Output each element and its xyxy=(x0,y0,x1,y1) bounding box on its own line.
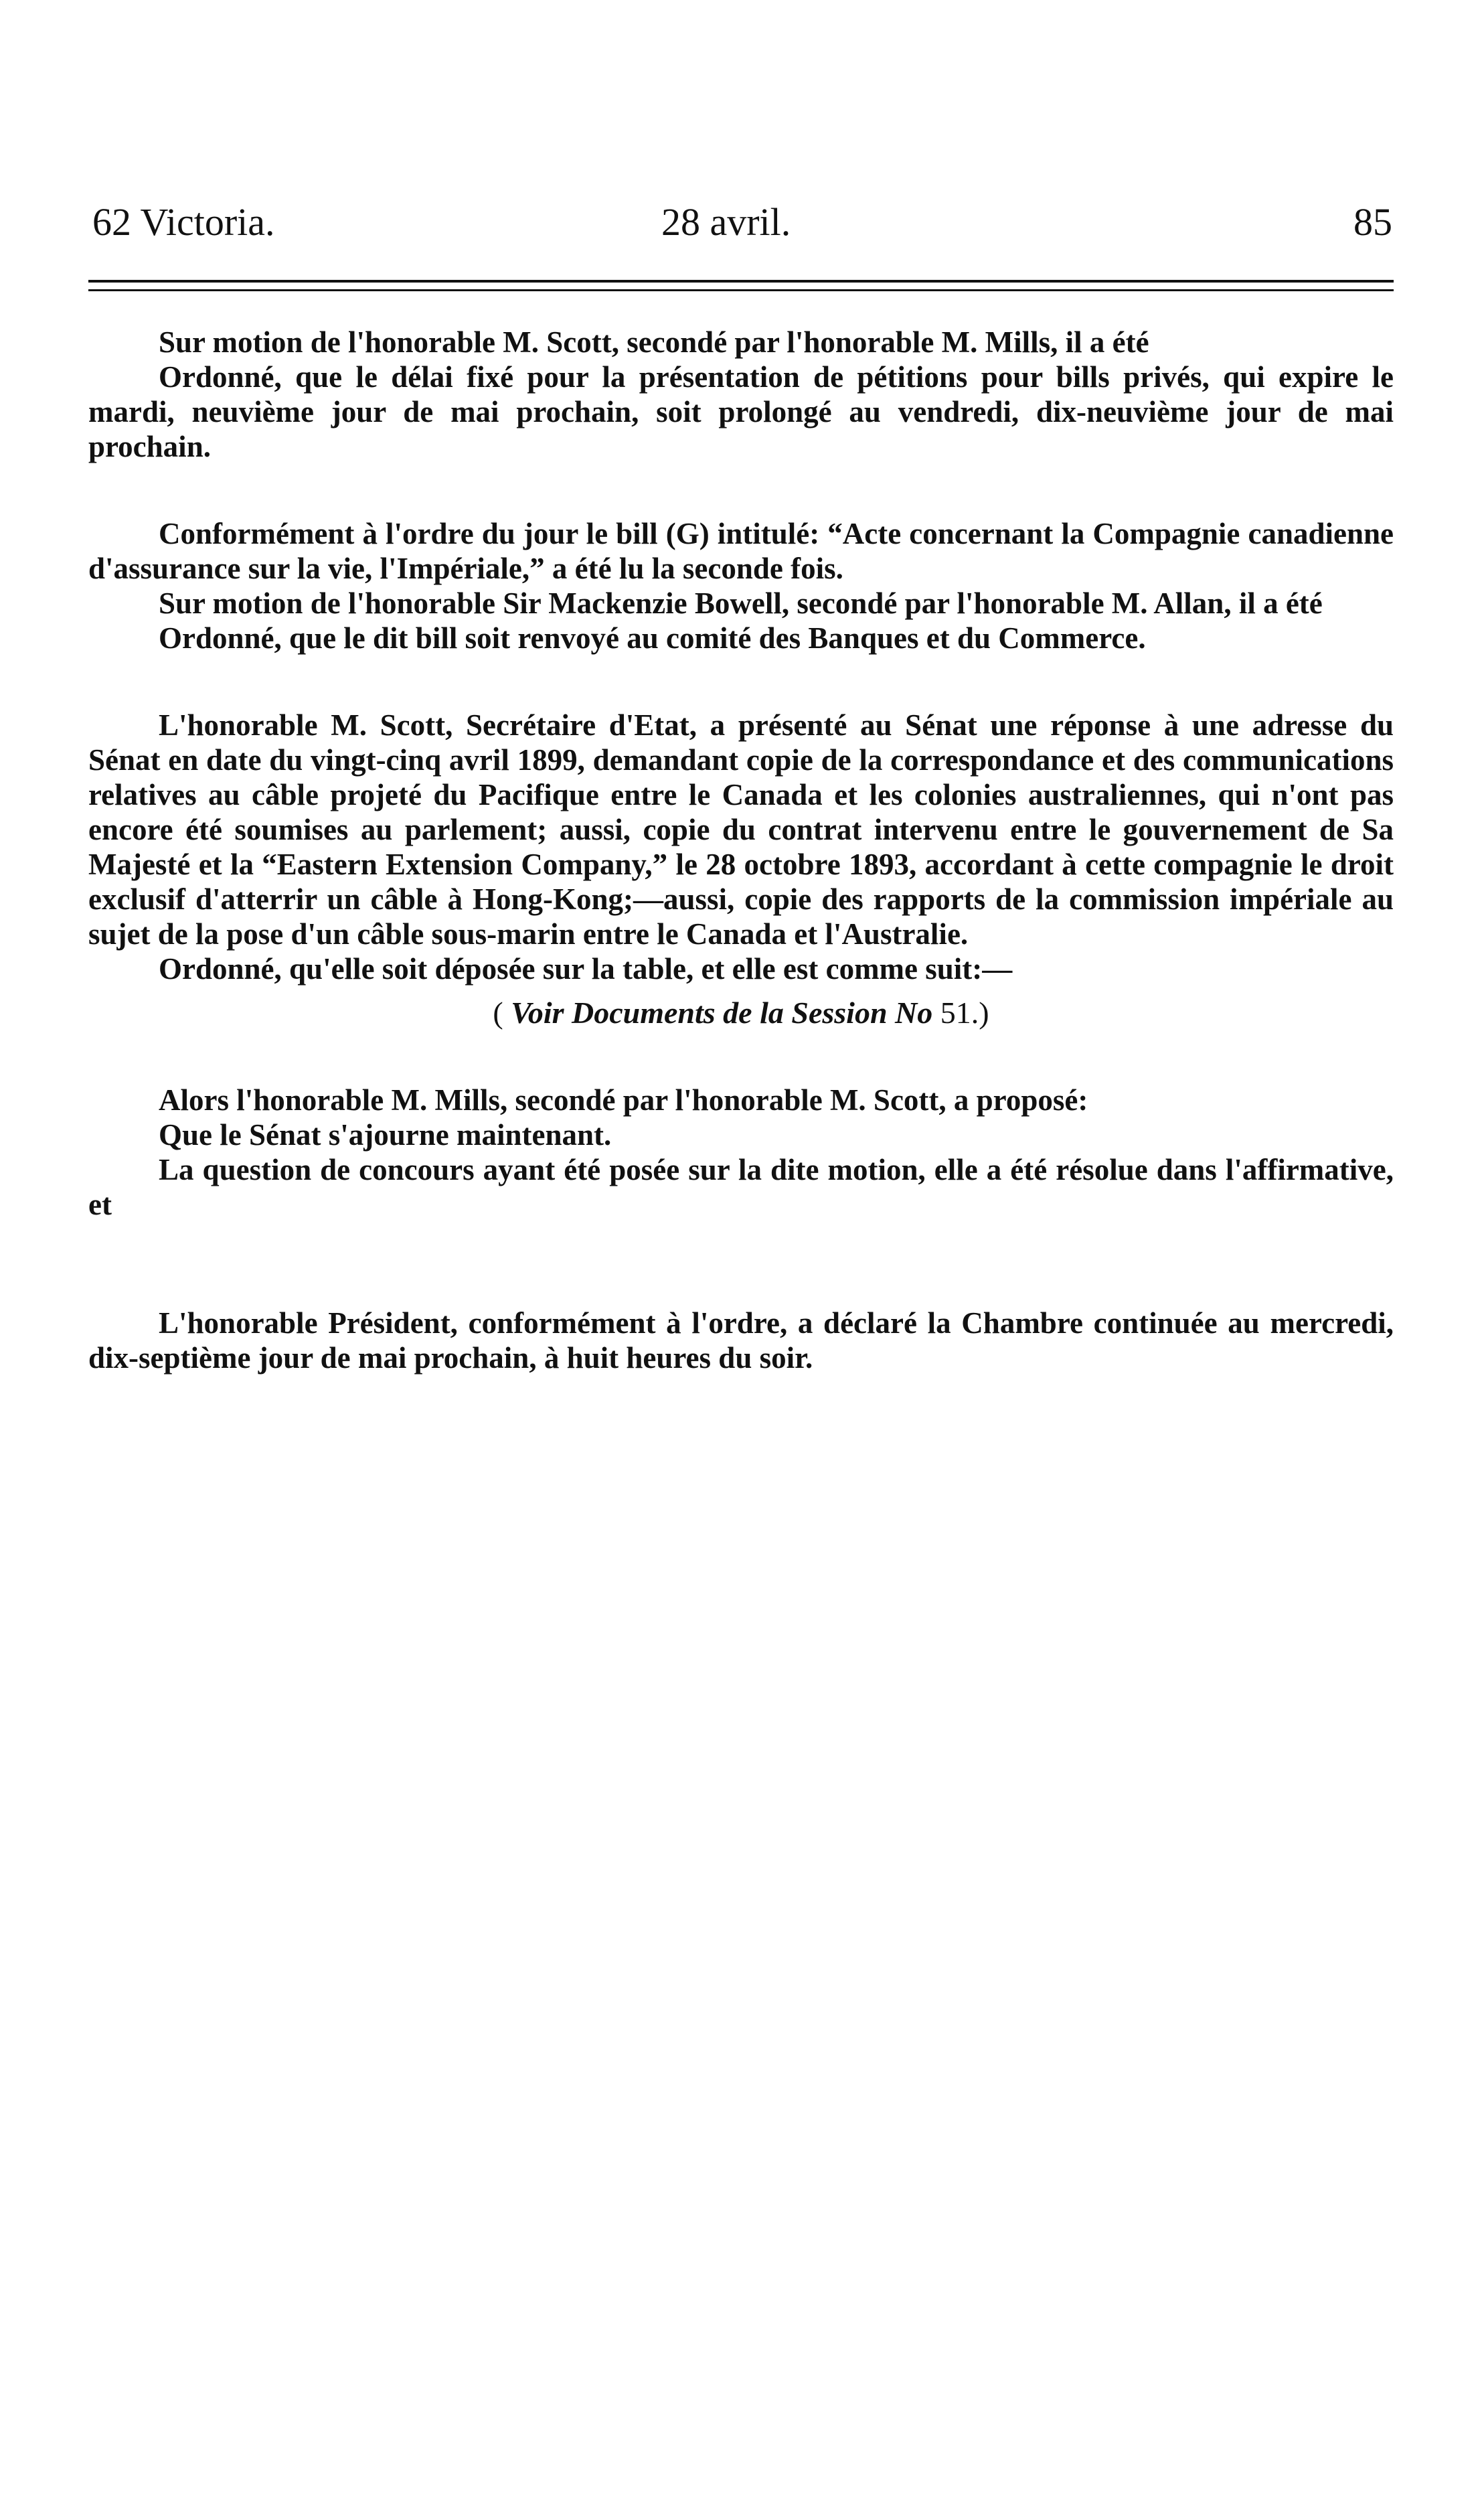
reference-close: ) xyxy=(979,996,989,1030)
session-document-reference xyxy=(88,996,1394,1030)
page-header xyxy=(92,196,1392,249)
paragraph-motion-bowell: Sur motion de l'honorable Sir Mackenzie Bowell, secondé par l'honorable M. Allan, il a été xyxy=(159,587,1323,620)
reference-italic: Voir Documents de la Session No xyxy=(511,996,933,1030)
paragraph-question: La question de concours ayant été posée sur la dite motion, elle a été résolue dans l'affirmative, et xyxy=(88,1153,1394,1221)
paragraph-adjourn: Que le Sénat s'ajourne maintenant. xyxy=(159,1118,612,1152)
reference-open: ( xyxy=(493,996,503,1030)
paragraph-order-committee: Ordonné, que le dit bill soit renvoyé au comité des Banques et du Commerce. xyxy=(159,621,1146,655)
paragraph-motion-scott: Sur motion de l'honorable M. Scott, secondé par l'honorable M. Mills, il a été xyxy=(159,325,1149,359)
header-rule-top xyxy=(88,280,1394,283)
header-session: 62 Victoria. xyxy=(92,200,275,244)
reference-number: 51. xyxy=(940,996,979,1030)
header-date: 28 avril. xyxy=(661,200,791,244)
page-number: 85 xyxy=(1353,200,1392,244)
paragraph-secretary-answer: L'honorable M. Scott, Secrétaire d'Etat, a présenté au Sénat une réponse à une adresse du Sénat en date du vingt-cinq avril 1899, demandant copie de la correspondance et des communications relatives au câble projeté du Pacifique entre le Canada et les colonies australiennes, qui n'ont pas encore été soumises au parlement; aussi, copie du contrat intervenu entre le gouvernement de Sa Majesté et la “Eastern Extension Company,” le 28 octobre 1893, accordant à cette compagnie le droit exclusif d'atterrir un câble à Hong-Kong;—aussi, copie des rapports de la commission impériale au sujet de la pose d'un câble sous-marin entre le Canada et l'Australie. xyxy=(88,708,1394,951)
header-rule-bottom xyxy=(88,289,1394,291)
paragraph-order-petitions: Ordonné, que le délai fixé pour la présentation de pétitions pour bills privés, qui expire le mardi, neuvième jour de mai prochain, soit prolongé au vendredi, dix-neuvième jour de mai prochain. xyxy=(88,360,1394,463)
journal-body xyxy=(88,325,1394,1375)
paragraph-order-table: Ordonné, qu'elle soit déposée sur la table, et elle est comme suit:— xyxy=(159,952,1013,986)
paragraph-president: L'honorable Président, conformément à l'ordre, a déclaré la Chambre continuée au mercredi, dix-septième jour de mai prochain, à huit heures du soir. xyxy=(88,1306,1394,1375)
paragraph-bill-g: Conformément à l'ordre du jour le bill (G) intitulé: “Acte concernant la Compagnie canadienne d'assurance sur la vie, l'Impériale,” a été lu la seconde fois. xyxy=(88,517,1394,585)
paragraph-motion-mills: Alors l'honorable M. Mills, secondé par l'honorable M. Scott, a proposé: xyxy=(159,1083,1088,1117)
